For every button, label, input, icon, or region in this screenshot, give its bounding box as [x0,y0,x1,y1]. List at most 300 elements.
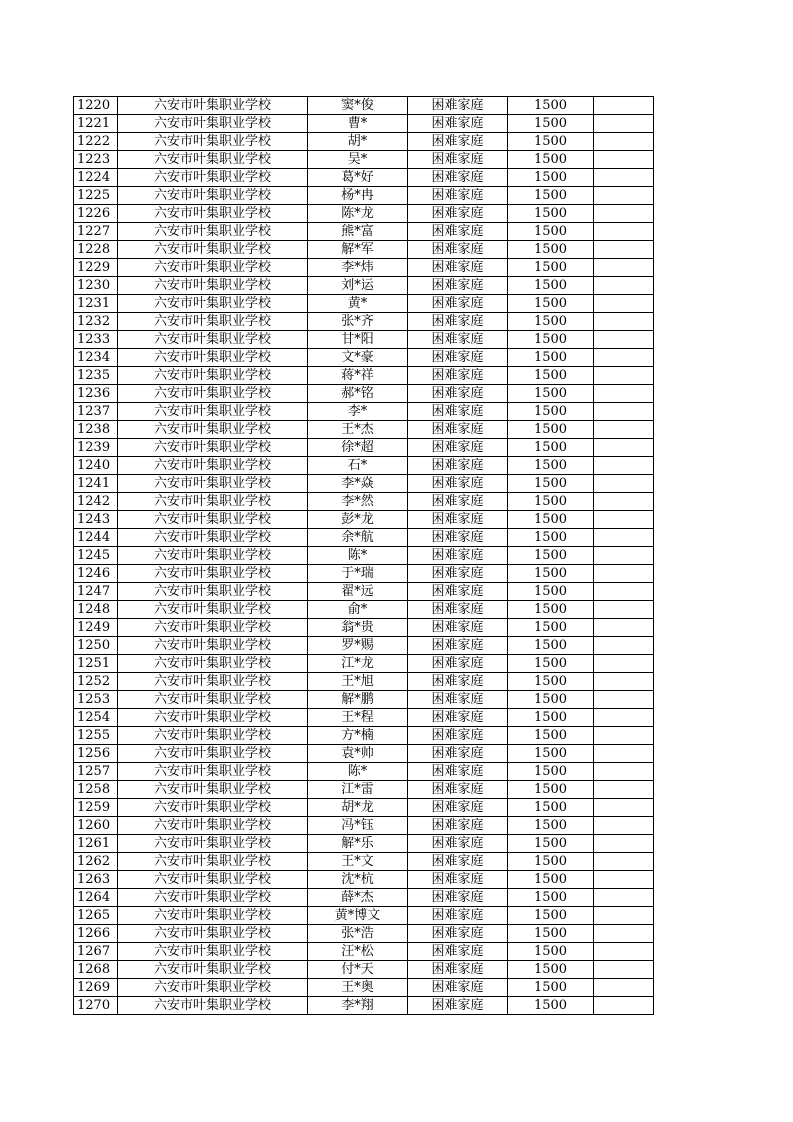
student-name-cell: 胡* [308,133,408,151]
school-cell: 六安市叶集职业学校 [118,511,308,529]
table-row [74,943,654,961]
student-name-cell: 王*文 [308,853,408,871]
category-cell: 困难家庭 [408,457,508,475]
note-cell [594,97,654,115]
student-name-cell: 窦*俊 [308,97,408,115]
student-name-cell: 郝*铭 [308,385,408,403]
category-cell: 困难家庭 [408,673,508,691]
note-cell [594,529,654,547]
student-name-cell: 彭*龙 [308,511,408,529]
row-number-cell: 1237 [74,403,118,421]
amount-cell: 1500 [508,799,594,817]
student-name-cell: 袁*帅 [308,745,408,763]
amount-cell: 1500 [508,349,594,367]
table-row [74,997,654,1015]
subsidy-table [73,96,654,1015]
student-name-cell: 方*楠 [308,727,408,745]
amount-cell: 1500 [508,385,594,403]
note-cell [594,781,654,799]
student-name-cell: 于*瑞 [308,565,408,583]
student-name-cell: 黄*博文 [308,907,408,925]
school-cell: 六安市叶集职业学校 [118,349,308,367]
category-cell: 困难家庭 [408,313,508,331]
amount-cell: 1500 [508,619,594,637]
amount-cell: 1500 [508,601,594,619]
category-cell: 困难家庭 [408,655,508,673]
row-number-cell: 1221 [74,115,118,133]
student-name-cell: 甘*阳 [308,331,408,349]
note-cell [594,187,654,205]
amount-cell: 1500 [508,583,594,601]
category-cell: 困难家庭 [408,133,508,151]
note-cell [594,169,654,187]
note-cell [594,727,654,745]
student-name-cell: 胡*龙 [308,799,408,817]
row-number-cell: 1262 [74,853,118,871]
table-row [74,619,654,637]
row-number-cell: 1233 [74,331,118,349]
school-cell: 六安市叶集职业学校 [118,961,308,979]
row-number-cell: 1236 [74,385,118,403]
category-cell: 困难家庭 [408,961,508,979]
school-cell: 六安市叶集职业学校 [118,133,308,151]
amount-cell: 1500 [508,241,594,259]
category-cell: 困难家庭 [408,997,508,1015]
school-cell: 六安市叶集职业学校 [118,115,308,133]
note-cell [594,763,654,781]
note-cell [594,205,654,223]
amount-cell: 1500 [508,565,594,583]
student-name-cell: 熊*富 [308,223,408,241]
school-cell: 六安市叶集职业学校 [118,331,308,349]
student-name-cell: 陈*龙 [308,205,408,223]
row-number-cell: 1267 [74,943,118,961]
table-row [74,367,654,385]
row-number-cell: 1251 [74,655,118,673]
note-cell [594,223,654,241]
amount-cell: 1500 [508,637,594,655]
category-cell: 困难家庭 [408,691,508,709]
row-number-cell: 1226 [74,205,118,223]
note-cell [594,277,654,295]
note-cell [594,691,654,709]
note-cell [594,133,654,151]
table-row [74,565,654,583]
student-name-cell: 解*军 [308,241,408,259]
student-name-cell: 杨*冉 [308,187,408,205]
table-row [74,727,654,745]
amount-cell: 1500 [508,691,594,709]
amount-cell: 1500 [508,151,594,169]
table-row [74,583,654,601]
table-row [74,97,654,115]
amount-cell: 1500 [508,223,594,241]
note-cell [594,241,654,259]
school-cell: 六安市叶集职业学校 [118,457,308,475]
category-cell: 困难家庭 [408,169,508,187]
table-row [74,655,654,673]
row-number-cell: 1220 [74,97,118,115]
amount-cell: 1500 [508,889,594,907]
row-number-cell: 1223 [74,151,118,169]
category-cell: 困难家庭 [408,151,508,169]
table-row [74,295,654,313]
note-cell [594,925,654,943]
school-cell: 六安市叶集职业学校 [118,241,308,259]
note-cell [594,907,654,925]
row-number-cell: 1242 [74,493,118,511]
amount-cell: 1500 [508,655,594,673]
row-number-cell: 1225 [74,187,118,205]
row-number-cell: 1228 [74,241,118,259]
note-cell [594,313,654,331]
note-cell [594,385,654,403]
category-cell: 困难家庭 [408,475,508,493]
amount-cell: 1500 [508,475,594,493]
category-cell: 困难家庭 [408,331,508,349]
school-cell: 六安市叶集职业学校 [118,943,308,961]
school-cell: 六安市叶集职业学校 [118,421,308,439]
amount-cell: 1500 [508,997,594,1015]
note-cell [594,511,654,529]
table-row [74,331,654,349]
school-cell: 六安市叶集职业学校 [118,601,308,619]
student-name-cell: 李*炜 [308,259,408,277]
student-name-cell: 薛*杰 [308,889,408,907]
school-cell: 六安市叶集职业学校 [118,889,308,907]
school-cell: 六安市叶集职业学校 [118,475,308,493]
row-number-cell: 1250 [74,637,118,655]
row-number-cell: 1238 [74,421,118,439]
table-row [74,277,654,295]
school-cell: 六安市叶集职业学校 [118,619,308,637]
note-cell [594,835,654,853]
student-name-cell: 王*杰 [308,421,408,439]
note-cell [594,349,654,367]
table-row [74,871,654,889]
category-cell: 困难家庭 [408,295,508,313]
school-cell: 六安市叶集职业学校 [118,979,308,997]
row-number-cell: 1239 [74,439,118,457]
amount-cell: 1500 [508,313,594,331]
student-name-cell: 张*浩 [308,925,408,943]
school-cell: 六安市叶集职业学校 [118,565,308,583]
category-cell: 困难家庭 [408,781,508,799]
amount-cell: 1500 [508,727,594,745]
school-cell: 六安市叶集职业学校 [118,853,308,871]
row-number-cell: 1258 [74,781,118,799]
row-number-cell: 1229 [74,259,118,277]
category-cell: 困难家庭 [408,943,508,961]
student-name-cell: 吴* [308,151,408,169]
student-name-cell: 江*龙 [308,655,408,673]
table-row [74,475,654,493]
note-cell [594,403,654,421]
note-cell [594,367,654,385]
school-cell: 六安市叶集职业学校 [118,655,308,673]
table-row [74,493,654,511]
school-cell: 六安市叶集职业学校 [118,997,308,1015]
row-number-cell: 1256 [74,745,118,763]
row-number-cell: 1260 [74,817,118,835]
amount-cell: 1500 [508,943,594,961]
category-cell: 困难家庭 [408,511,508,529]
row-number-cell: 1245 [74,547,118,565]
student-name-cell: 沈*杭 [308,871,408,889]
amount-cell: 1500 [508,133,594,151]
category-cell: 困难家庭 [408,871,508,889]
note-cell [594,493,654,511]
amount-cell: 1500 [508,547,594,565]
category-cell: 困难家庭 [408,259,508,277]
note-cell [594,979,654,997]
amount-cell: 1500 [508,781,594,799]
table-row [74,745,654,763]
category-cell: 困难家庭 [408,403,508,421]
row-number-cell: 1268 [74,961,118,979]
amount-cell: 1500 [508,169,594,187]
amount-cell: 1500 [508,205,594,223]
note-cell [594,439,654,457]
amount-cell: 1500 [508,853,594,871]
school-cell: 六安市叶集职业学校 [118,673,308,691]
table-row [74,907,654,925]
category-cell: 困难家庭 [408,835,508,853]
student-name-cell: 王*程 [308,709,408,727]
category-cell: 困难家庭 [408,421,508,439]
table-row [74,421,654,439]
amount-cell: 1500 [508,745,594,763]
amount-cell: 1500 [508,439,594,457]
school-cell: 六安市叶集职业学校 [118,439,308,457]
table-row [74,223,654,241]
row-number-cell: 1247 [74,583,118,601]
row-number-cell: 1230 [74,277,118,295]
school-cell: 六安市叶集职业学校 [118,493,308,511]
category-cell: 困难家庭 [408,529,508,547]
category-cell: 困难家庭 [408,763,508,781]
school-cell: 六安市叶集职业学校 [118,691,308,709]
student-name-cell: 王*旭 [308,673,408,691]
row-number-cell: 1227 [74,223,118,241]
table-row [74,835,654,853]
row-number-cell: 1269 [74,979,118,997]
school-cell: 六安市叶集职业学校 [118,781,308,799]
student-name-cell: 陈* [308,547,408,565]
note-cell [594,799,654,817]
note-cell [594,565,654,583]
table-row [74,439,654,457]
school-cell: 六安市叶集职业学校 [118,97,308,115]
amount-cell: 1500 [508,511,594,529]
school-cell: 六安市叶集职业学校 [118,583,308,601]
row-number-cell: 1255 [74,727,118,745]
category-cell: 困难家庭 [408,619,508,637]
note-cell [594,547,654,565]
amount-cell: 1500 [508,421,594,439]
row-number-cell: 1234 [74,349,118,367]
table-row [74,349,654,367]
category-cell: 困难家庭 [408,547,508,565]
student-name-cell: 徐*超 [308,439,408,457]
category-cell: 困难家庭 [408,853,508,871]
table-row [74,637,654,655]
amount-cell: 1500 [508,763,594,781]
table-row [74,187,654,205]
student-name-cell: 江*雷 [308,781,408,799]
school-cell: 六安市叶集职业学校 [118,763,308,781]
student-name-cell: 李* [308,403,408,421]
table-row [74,763,654,781]
student-name-cell: 文*豪 [308,349,408,367]
student-name-cell: 付*天 [308,961,408,979]
category-cell: 困难家庭 [408,727,508,745]
category-cell: 困难家庭 [408,907,508,925]
school-cell: 六安市叶集职业学校 [118,547,308,565]
row-number-cell: 1232 [74,313,118,331]
category-cell: 困难家庭 [408,277,508,295]
student-name-cell: 冯*钰 [308,817,408,835]
row-number-cell: 1264 [74,889,118,907]
category-cell: 困难家庭 [408,745,508,763]
category-cell: 困难家庭 [408,925,508,943]
row-number-cell: 1248 [74,601,118,619]
amount-cell: 1500 [508,115,594,133]
school-cell: 六安市叶集职业学校 [118,223,308,241]
table-row [74,511,654,529]
table-row [74,799,654,817]
category-cell: 困难家庭 [408,709,508,727]
row-number-cell: 1240 [74,457,118,475]
category-cell: 困难家庭 [408,637,508,655]
student-name-cell: 解*乐 [308,835,408,853]
student-name-cell: 翟*远 [308,583,408,601]
table-row [74,241,654,259]
school-cell: 六安市叶集职业学校 [118,169,308,187]
amount-cell: 1500 [508,97,594,115]
student-name-cell: 王*奥 [308,979,408,997]
note-cell [594,475,654,493]
table-row [74,169,654,187]
note-cell [594,583,654,601]
table-row [74,601,654,619]
row-number-cell: 1231 [74,295,118,313]
table-row [74,115,654,133]
amount-cell: 1500 [508,493,594,511]
student-name-cell: 李*焱 [308,475,408,493]
row-number-cell: 1224 [74,169,118,187]
amount-cell: 1500 [508,529,594,547]
student-name-cell: 张*齐 [308,313,408,331]
amount-cell: 1500 [508,457,594,475]
school-cell: 六安市叶集职业学校 [118,907,308,925]
row-number-cell: 1263 [74,871,118,889]
student-name-cell: 石* [308,457,408,475]
note-cell [594,619,654,637]
category-cell: 困难家庭 [408,385,508,403]
row-number-cell: 1259 [74,799,118,817]
category-cell: 困难家庭 [408,493,508,511]
note-cell [594,331,654,349]
amount-cell: 1500 [508,925,594,943]
category-cell: 困难家庭 [408,439,508,457]
student-name-cell: 曹* [308,115,408,133]
note-cell [594,961,654,979]
amount-cell: 1500 [508,871,594,889]
amount-cell: 1500 [508,709,594,727]
row-number-cell: 1244 [74,529,118,547]
row-number-cell: 1222 [74,133,118,151]
school-cell: 六安市叶集职业学校 [118,259,308,277]
school-cell: 六安市叶集职业学校 [118,295,308,313]
category-cell: 困难家庭 [408,817,508,835]
school-cell: 六安市叶集职业学校 [118,799,308,817]
table-row [74,529,654,547]
school-cell: 六安市叶集职业学校 [118,817,308,835]
school-cell: 六安市叶集职业学校 [118,403,308,421]
table-row [74,889,654,907]
note-cell [594,943,654,961]
note-cell [594,601,654,619]
row-number-cell: 1241 [74,475,118,493]
row-number-cell: 1243 [74,511,118,529]
note-cell [594,709,654,727]
amount-cell: 1500 [508,979,594,997]
category-cell: 困难家庭 [408,223,508,241]
table-row [74,853,654,871]
amount-cell: 1500 [508,961,594,979]
table-body [74,97,654,1015]
row-number-cell: 1266 [74,925,118,943]
category-cell: 困难家庭 [408,187,508,205]
category-cell: 困难家庭 [408,367,508,385]
category-cell: 困难家庭 [408,799,508,817]
row-number-cell: 1261 [74,835,118,853]
row-number-cell: 1252 [74,673,118,691]
school-cell: 六安市叶集职业学校 [118,835,308,853]
student-name-cell: 翁*贵 [308,619,408,637]
note-cell [594,871,654,889]
table-row [74,385,654,403]
student-name-cell: 罗*赐 [308,637,408,655]
category-cell: 困难家庭 [408,241,508,259]
note-cell [594,457,654,475]
school-cell: 六安市叶集职业学校 [118,151,308,169]
row-number-cell: 1249 [74,619,118,637]
category-cell: 困难家庭 [408,889,508,907]
school-cell: 六安市叶集职业学校 [118,529,308,547]
table-row [74,817,654,835]
note-cell [594,295,654,313]
note-cell [594,637,654,655]
student-name-cell: 解*鹏 [308,691,408,709]
table-row [74,133,654,151]
category-cell: 困难家庭 [408,583,508,601]
amount-cell: 1500 [508,673,594,691]
amount-cell: 1500 [508,907,594,925]
school-cell: 六安市叶集职业学校 [118,313,308,331]
amount-cell: 1500 [508,331,594,349]
table-row [74,547,654,565]
note-cell [594,853,654,871]
note-cell [594,997,654,1015]
amount-cell: 1500 [508,277,594,295]
row-number-cell: 1270 [74,997,118,1015]
student-name-cell: 黄* [308,295,408,313]
table-row [74,979,654,997]
school-cell: 六安市叶集职业学校 [118,205,308,223]
table-row [74,259,654,277]
